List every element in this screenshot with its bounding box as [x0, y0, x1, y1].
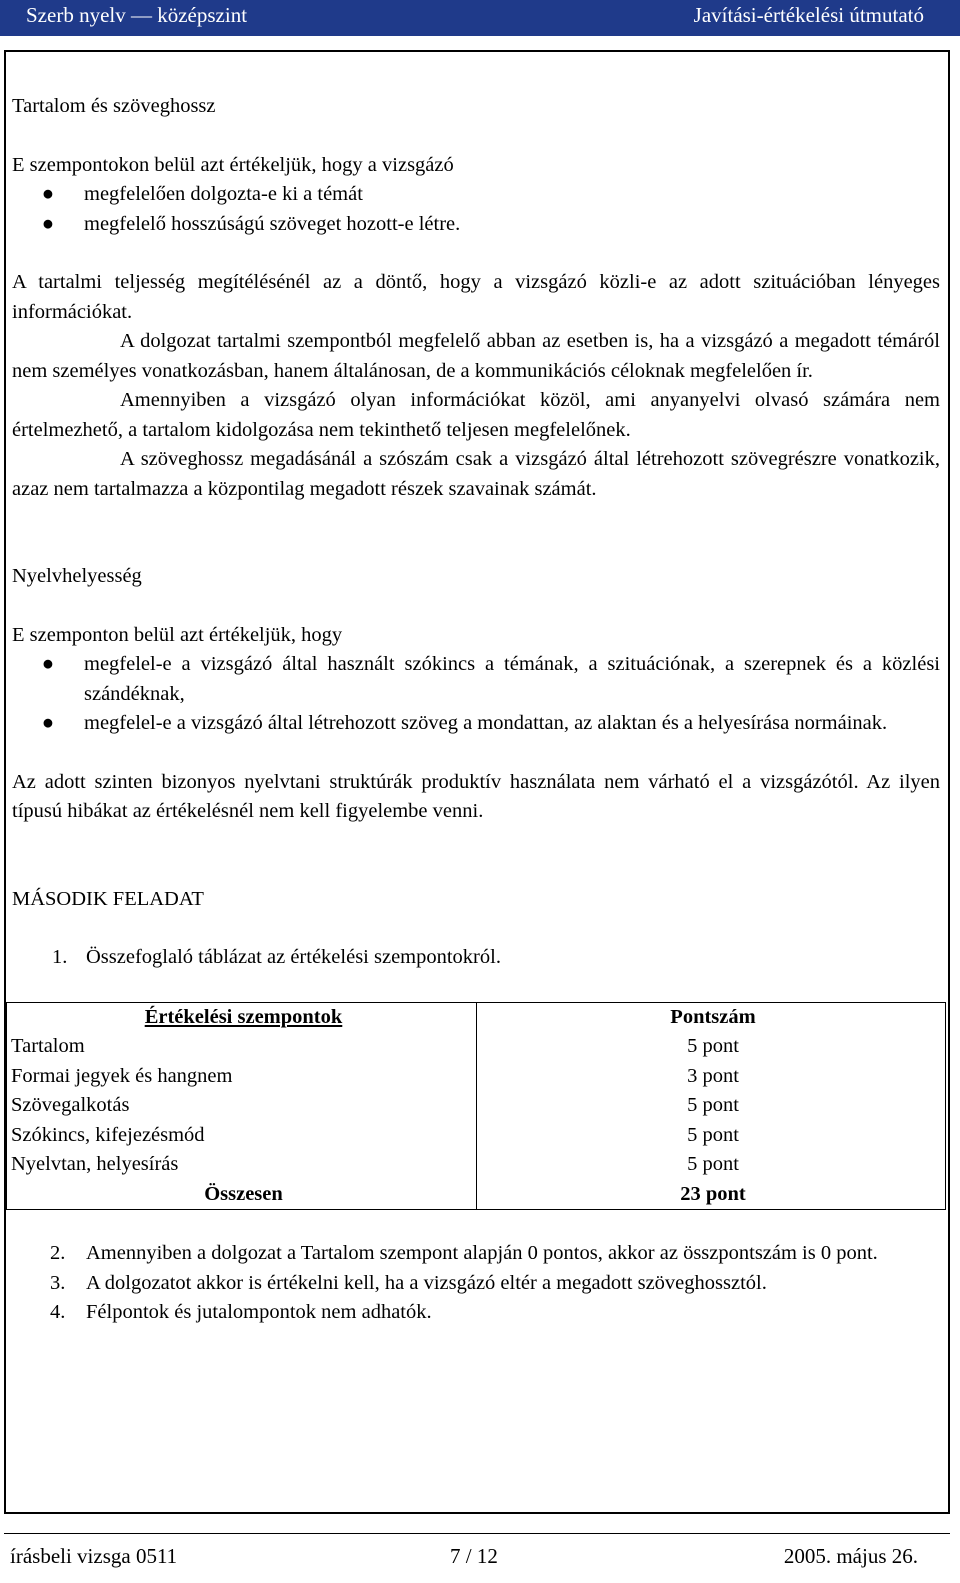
header-guide-title: Javítási-értékelési útmutató [693, 3, 924, 27]
points-cell: 5 pont [687, 1094, 739, 1116]
footer-date: 2005. május 26. [783, 1544, 918, 1568]
header-subject: Szerb nyelv — középszint [26, 3, 248, 27]
list-item: 4. Félpontok és jutalompontok nem adhatók. [50, 1301, 432, 1323]
bullet-icon: ● [41, 653, 55, 675]
bullet-icon: ● [41, 183, 55, 205]
footer-page-number: 7 / 12 [450, 1544, 498, 1568]
points-cell: 5 pont [687, 1035, 739, 1057]
notes-list [12, 1239, 940, 1328]
section2-intro: E szemponton belül azt értékeljük, hogy [12, 623, 343, 646]
criteria-cell: Formai jegyek és hangnem [7, 1062, 477, 1092]
page-header [0, 0, 960, 36]
bullet-icon: ● [41, 712, 55, 734]
document-body [12, 92, 940, 1328]
scoring-table [6, 1002, 946, 1211]
list-item: ● megfelelő hosszúságú szöveget hozott-e létre. [12, 210, 940, 240]
section1-paragraph: A tartalmi teljesség megítélésénél az a döntő, hogy a vizsgázó közli-e az adott szituációban lényeges információkat. [12, 271, 940, 323]
criteria-cell: Szókincs, kifejezésmód [7, 1121, 477, 1151]
section2-paragraph: Az adott szinten bizonyos nyelvtani struktúrák produktív használata nem várható el a vizsgázótól. Az ilyen típusú hibákat az értékelésnél nem kell figyelembe venni. [12, 770, 940, 822]
section1-paragraph: Amennyiben a vizsgázó olyan információkat közöl, ami anyanyelvi olvasó számára nem értelmezhető, a tartalom kidolgozása nem tekinthető teljesen megfelelőnek. [12, 389, 940, 441]
bullet-icon: ● [41, 212, 55, 235]
header-points: Pontszám [670, 1005, 756, 1028]
list-item: 2. Amennyiben a dolgozat a Tartalom szempont alapján 0 pontos, akkor az összpontszám is 0 pont. [50, 1242, 878, 1264]
section2-bullet-list [12, 650, 940, 739]
criteria-cell: Tartalom [7, 1032, 477, 1062]
criteria-cell: Nyelvtan, helyesírás [7, 1150, 477, 1180]
list-item: ● megfelelően dolgozta-e ki a témát [12, 180, 940, 210]
table-row [7, 1091, 946, 1121]
table-row [7, 1062, 946, 1092]
table-row [7, 1121, 946, 1151]
points-cell: 5 pont [687, 1123, 739, 1146]
footer-exam-code: írásbeli vizsga 0511 [10, 1544, 178, 1568]
table-row [7, 1150, 946, 1180]
section-title-grammar: Nyelvhelyesség [12, 565, 142, 587]
section1-bullet-list [12, 180, 940, 239]
section-title-content: Tartalom és szöveghossz [12, 95, 216, 117]
section1-intro: E szempontokon belül azt értékeljük, hogy a vizsgázó [12, 153, 454, 176]
section1-paragraph: A dolgozat tartalmi szempontból megfelelő abban az esetben is, ha a vizsgázó a megadott témáról nem személyes vonatkozásban, hanem általánosan, de a kommunikációs céloknak megfelelően ír. [12, 330, 940, 382]
section-title-second-task: MÁSODIK FELADAT [12, 887, 204, 910]
list-item: ● megfelel-e a vizsgázó által használt szókincs a témának, a szituációnak, a szerepnek és a közlési szándéknak, [12, 650, 940, 709]
points-cell: 5 pont [687, 1153, 739, 1175]
section1-paragraph: A szöveghossz megadásánál a szószám csak a vizsgázó által létrehozott szövegrészre vonatkozik, azaz nem tartalmazza a központilag megadott részek szavainak számát. [12, 448, 940, 500]
page-footer [0, 1540, 960, 1580]
total-points: 23 pont [680, 1182, 746, 1205]
table-total-row [7, 1180, 946, 1210]
table-header-row [7, 1002, 946, 1032]
header-criteria: Értékelési szempontok [7, 1002, 477, 1032]
footer-divider [4, 1533, 950, 1534]
table-caption: 1. Összefoglaló táblázat az értékelési szempontokról. [52, 946, 501, 968]
points-cell: 3 pont [687, 1064, 739, 1087]
list-item: ● megfelel-e a vizsgázó által létrehozott szöveg a mondattan, az alaktan és a helyesírása normáinak. [12, 709, 940, 739]
criteria-cell: Szövegalkotás [7, 1091, 477, 1121]
total-label: Összesen [7, 1180, 477, 1210]
table-row [7, 1032, 946, 1062]
list-item: 3. A dolgozatot akkor is értékelni kell, ha a vizsgázó eltér a megadott szöveghossztól. [50, 1271, 767, 1294]
